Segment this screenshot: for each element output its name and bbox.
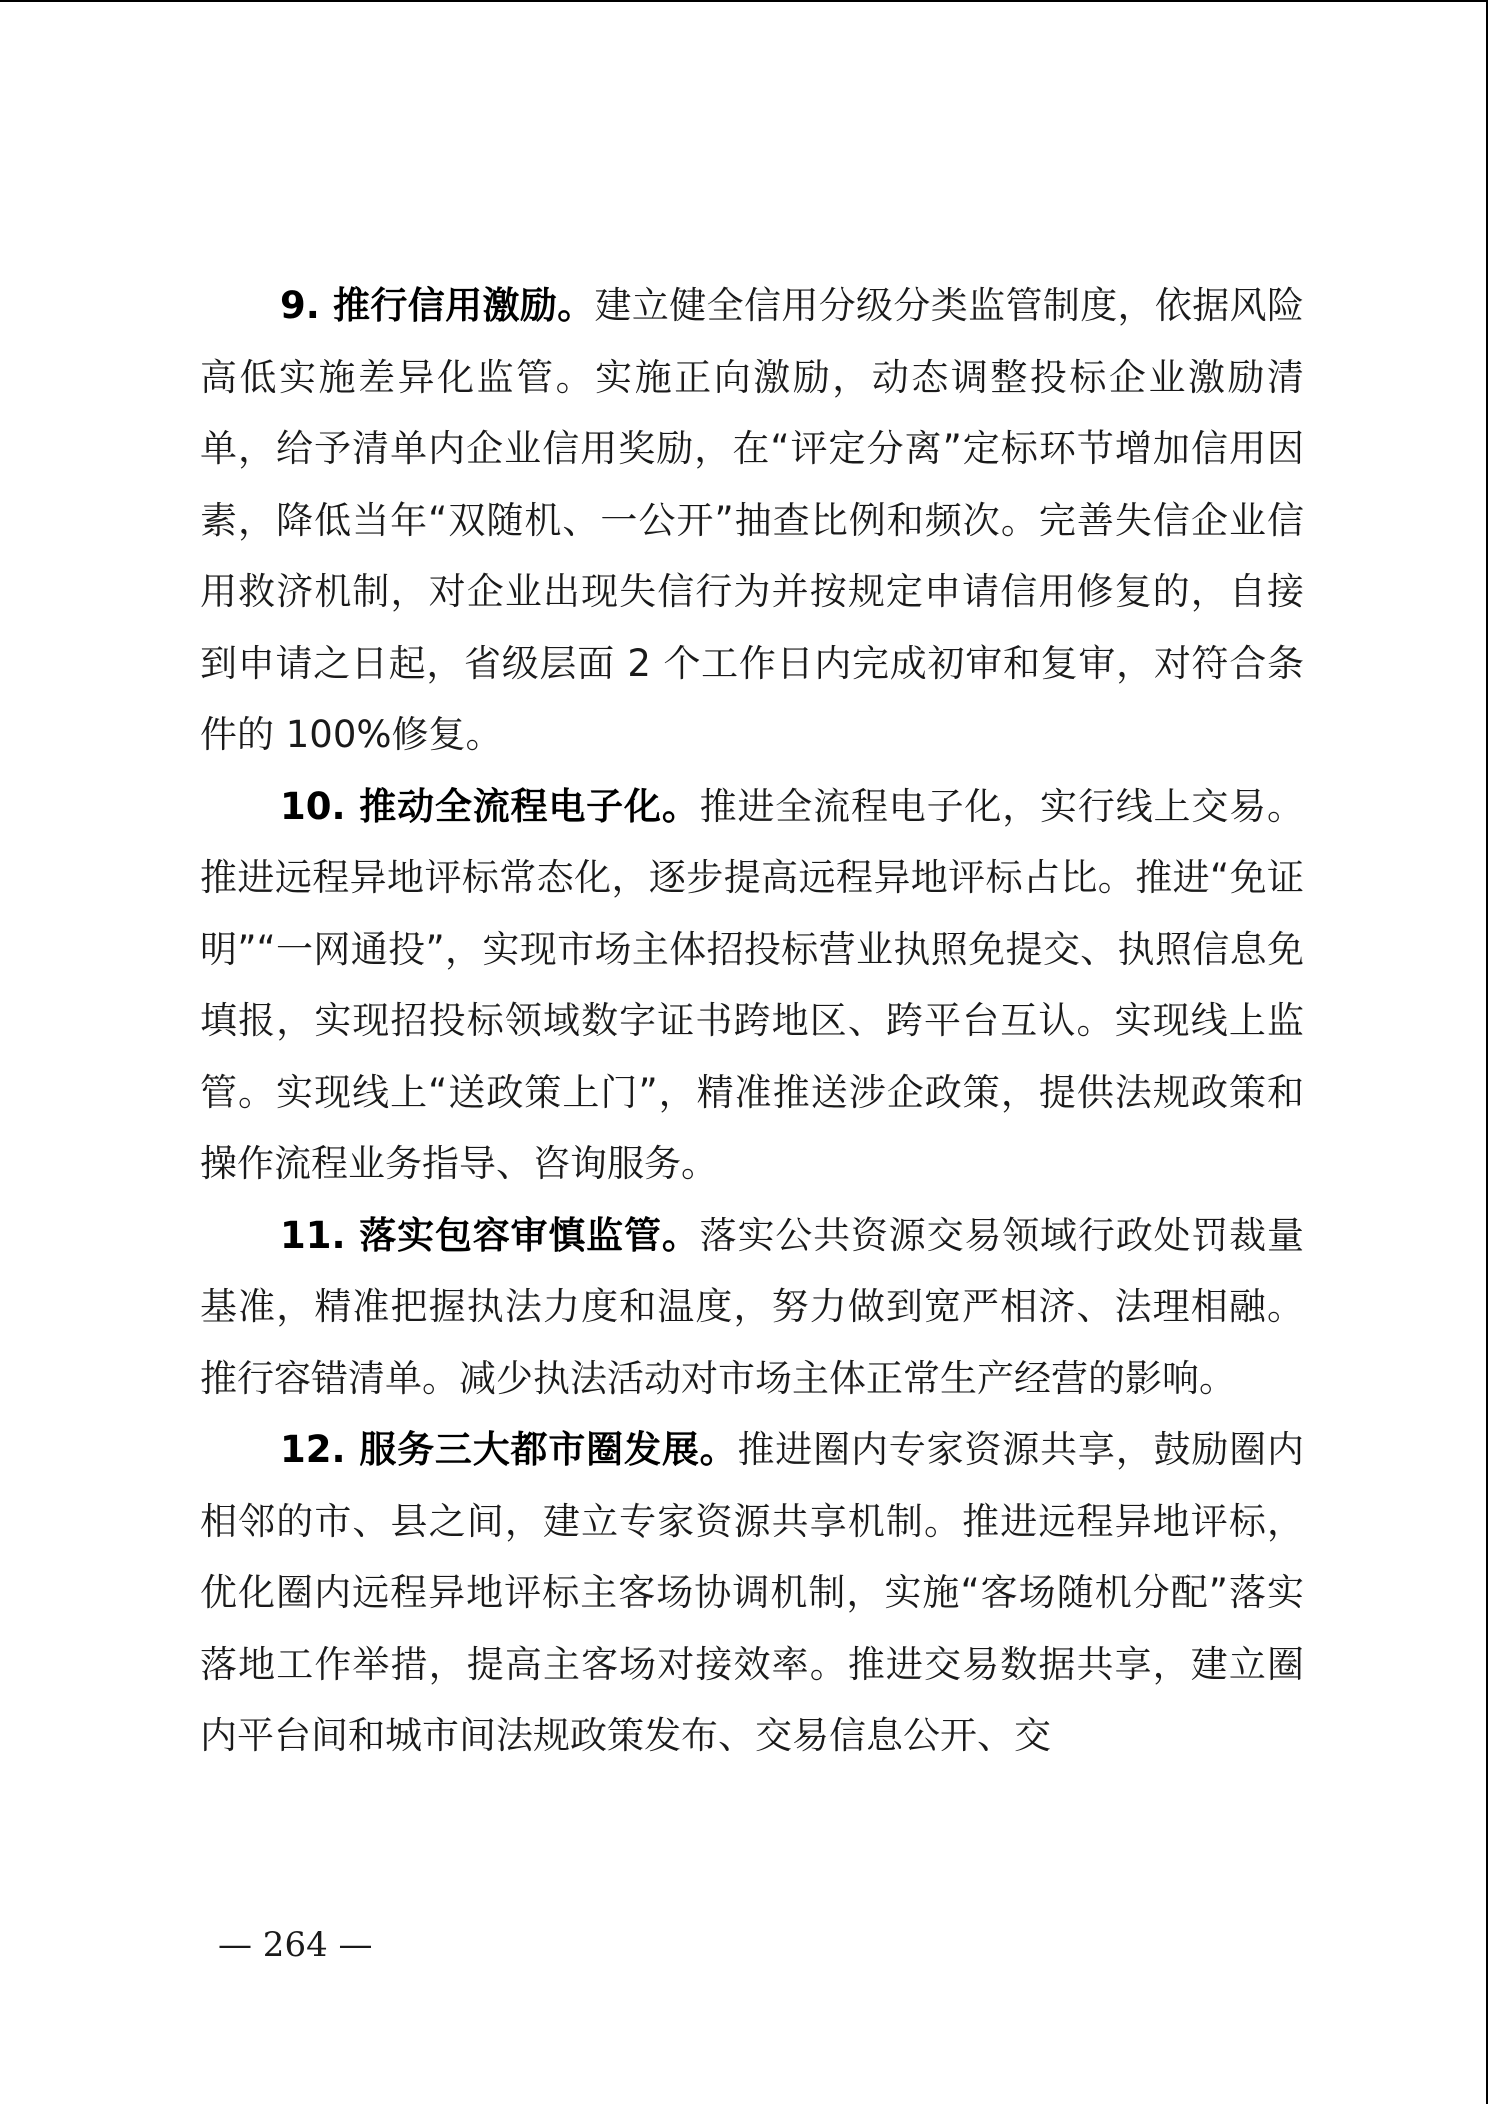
paragraph-10 [200,771,1304,1200]
page-number: — 264 — [218,1925,373,1965]
body-text [200,270,1304,1772]
paragraph-title: 11. 落实包容审慎监管。 [280,1213,700,1257]
paragraph-text: 落实公共资源交易领域行政处罚裁量基准，精准把握执法力度和温度，努力做到宽严相济、法理相融。推行容错清单。减少执法活动对市场主体正常生产经营的影响。 [200,1213,1304,1400]
paragraph-title: 12. 服务三大都市圈发展。 [280,1428,738,1471]
paragraph-title: 10. 推动全流程电子化。 [280,784,700,828]
paragraph-text: 建立健全信用分级分类监管制度，依据风险高低实施差异化监管。实施正向激励，动态调整投标企业激励清单，给予清单内企业信用奖励，在“评定分离”定标环节增加信用因素，降低当年“双随机、一公开”抽查比例和频次。完善失信企业信用救济机制，对企业出现失信行为并按规定申请信用修复的，自接到申请之日起，省级层面 2 个工作日内完成初审和复审，对符合条件的 100%修复。 [200,284,1304,756]
paragraph-title: 9. 推行信用激励。 [280,284,595,327]
paragraph-text: 推进圈内专家资源共享，鼓励圈内相邻的市、县之间，建立专家资源共享机制。推进远程异地评标，优化圈内远程异地评标主客场协调机制，实施“客场随机分配”落实落地工作举措，提高主客场对接效率。推进交易数据共享，建立圈内平台间和城市间法规政策发布、交易信息公开、交 [200,1428,1304,1757]
paragraph-11 [200,1200,1304,1415]
paragraph-12 [200,1414,1304,1772]
paragraph-9 [200,270,1304,771]
paragraph-text: 推进全流程电子化，实行线上交易。推进远程异地评标常态化，逐步提高远程异地评标占比。推进“免证明”“一网通投”，实现市场主体招投标营业执照免提交、执照信息免填报，实现招投标领域数字证书跨地区、跨平台互认。实现线上监管。实现线上“送政策上门”，精准推送涉企政策，提供法规政策和操作流程业务指导、咨询服务。 [200,784,1304,1185]
